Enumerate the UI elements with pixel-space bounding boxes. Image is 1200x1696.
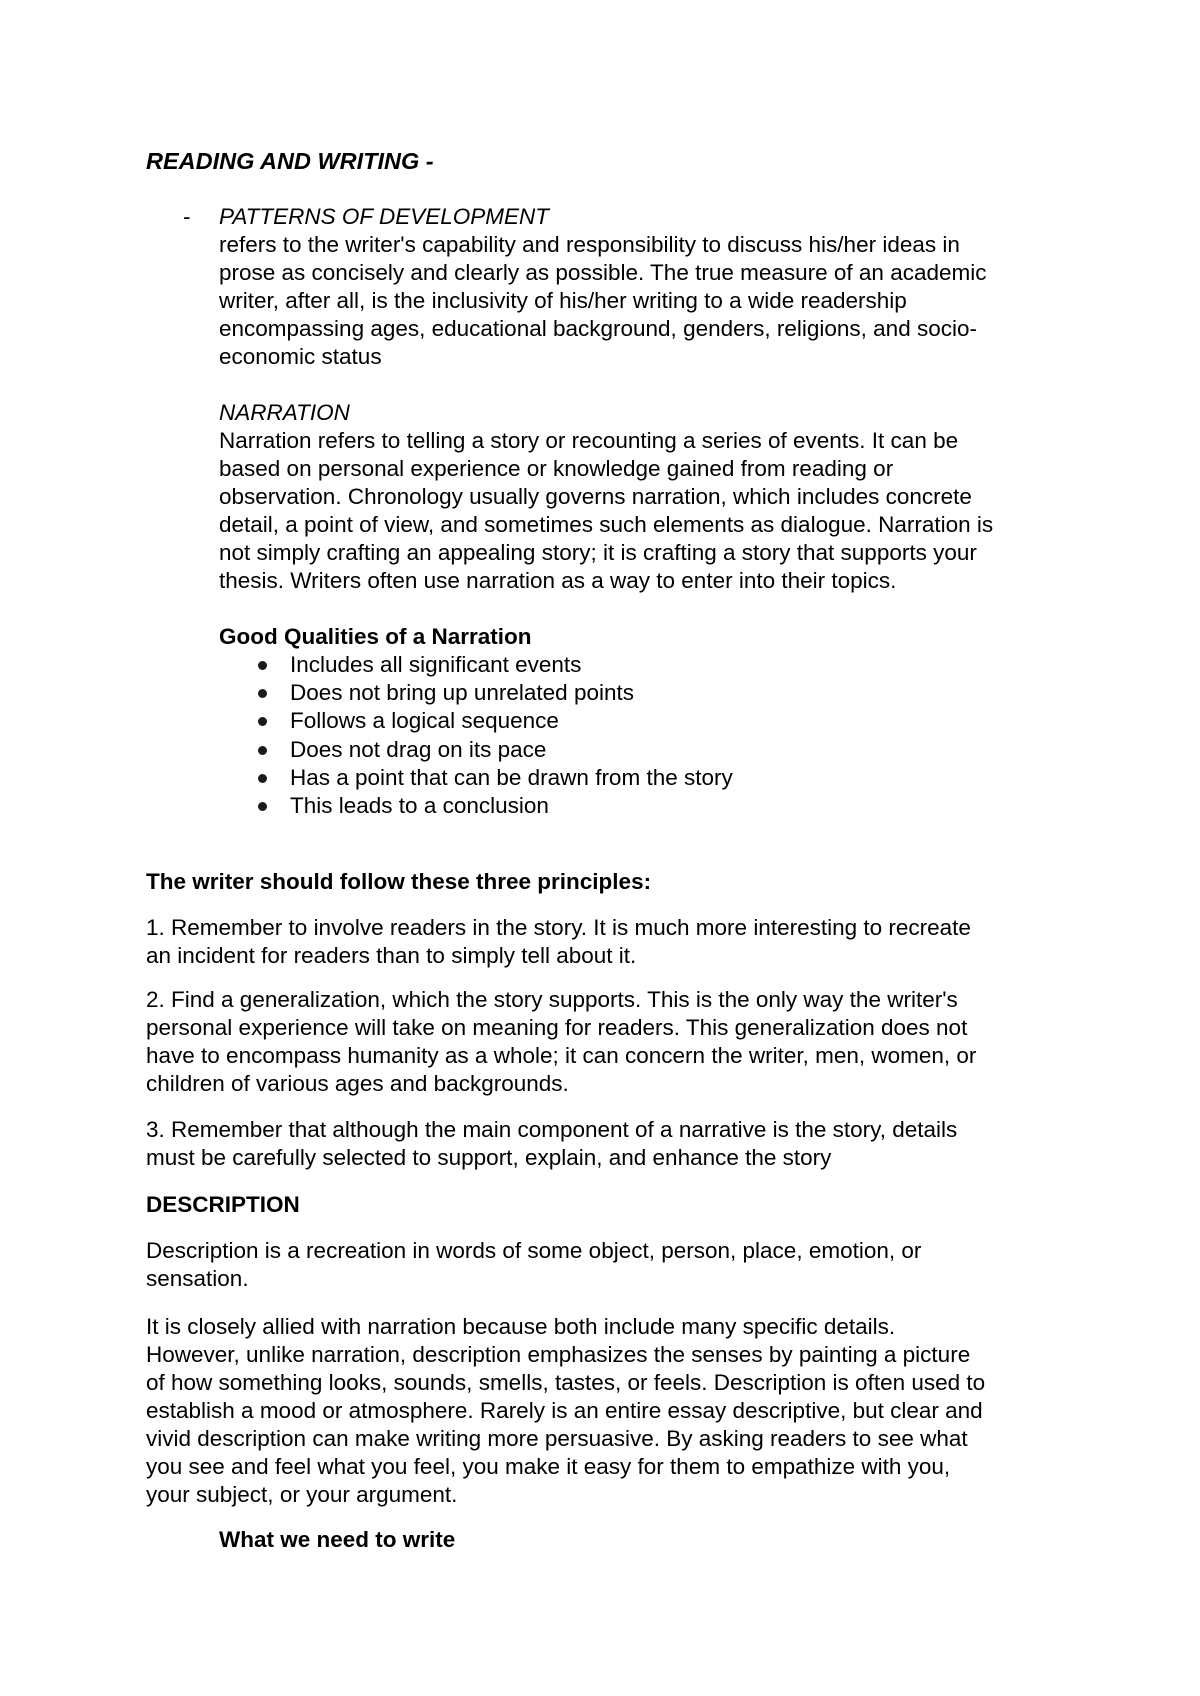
text-line: 1. Remember to involve readers in the story. It is much more interesting to recreate [146, 915, 971, 940]
list-item: Includes all significant events [256, 651, 733, 679]
patterns-intro [219, 231, 1069, 371]
document-title: READING AND WRITING - [146, 148, 434, 174]
text-line: observation. Chronology usually governs narration, which includes concrete [219, 484, 972, 509]
list-item: Does not drag on its pace [256, 736, 733, 764]
text-line: your subject, or your argument. [146, 1482, 458, 1507]
need-to-write-heading: What we need to write [219, 1527, 456, 1552]
text-line: establish a mood or atmosphere. Rarely is an entire essay descriptive, but clear and [146, 1398, 983, 1423]
text-line: economic status [219, 344, 382, 369]
list-item: This leads to a conclusion [256, 792, 733, 820]
bullet-icon [258, 802, 267, 811]
principle-3 [146, 1116, 1076, 1172]
bullet-icon [258, 746, 267, 755]
text-line: prose as concisely and clearly as possible. The true measure of an academic [219, 260, 987, 285]
text-line: refers to the writer's capability and responsibility to discuss his/her ideas in [219, 232, 960, 257]
bullet-icon [258, 689, 267, 698]
text-line: of how something looks, sounds, smells, tastes, or feels. Description is often used to [146, 1370, 986, 1395]
text-line: 3. Remember that although the main component of a narrative is the story, details [146, 1117, 958, 1142]
patterns-heading: PATTERNS OF DEVELOPMENT [219, 204, 550, 229]
text-line: sensation. [146, 1266, 249, 1291]
principles-heading: The writer should follow these three principles: [146, 869, 652, 894]
text-line: based on personal experience or knowledge gained from reading or [219, 456, 894, 481]
text-line: personal experience will take on meaning for readers. This generalization does not [146, 1015, 968, 1040]
text-line: 2. Find a generalization, which the story supports. This is the only way the writer's [146, 987, 958, 1012]
text-line: writer, after all, is the inclusivity of his/her writing to a wide readership [219, 288, 907, 313]
description-heading: DESCRIPTION [146, 1192, 300, 1217]
text-line: children of various ages and backgrounds. [146, 1071, 569, 1096]
text-line: Narration refers to telling a story or recounting a series of events. It can be [219, 428, 959, 453]
list-item: Does not bring up unrelated points [256, 679, 733, 707]
list-item: Follows a logical sequence [256, 707, 733, 735]
text-line: an incident for readers than to simply tell about it. [146, 943, 637, 968]
qualities-heading: Good Qualities of a Narration [219, 624, 532, 649]
text-line: detail, a point of view, and sometimes such elements as dialogue. Narration is [219, 512, 994, 537]
qualities-list [256, 651, 733, 820]
text-line: It is closely allied with narration because both include many specific details. [146, 1314, 896, 1339]
text-line: Description is a recreation in words of some object, person, place, emotion, or [146, 1238, 922, 1263]
bullet-icon [258, 774, 267, 783]
text-line: thesis. Writers often use narration as a way to enter into their topics. [219, 568, 897, 593]
text-line: encompassing ages, educational background, genders, religions, and socio- [219, 316, 977, 341]
principle-2 [146, 986, 1076, 1098]
narration-heading: NARRATION [219, 400, 350, 425]
text-line: you see and feel what you feel, you make it easy for them to empathize with you, [146, 1454, 951, 1479]
text-line: have to encompass humanity as a whole; it can concern the writer, men, women, or [146, 1043, 977, 1068]
text-line: must be carefully selected to support, explain, and enhance the story [146, 1145, 832, 1170]
principle-1 [146, 914, 1076, 970]
list-dash: - [183, 204, 191, 229]
narration-paragraph [219, 427, 1069, 595]
bullet-icon [258, 717, 267, 726]
list-item: Has a point that can be drawn from the story [256, 764, 733, 792]
text-line: However, unlike narration, description emphasizes the senses by painting a picture [146, 1342, 971, 1367]
bullet-icon [258, 661, 267, 670]
text-line: vivid description can make writing more persuasive. By asking readers to see what [146, 1426, 968, 1451]
description-paragraph-2 [146, 1313, 1076, 1509]
description-paragraph-1 [146, 1237, 1076, 1293]
text-line: not simply crafting an appealing story; it is crafting a story that supports your [219, 540, 977, 565]
